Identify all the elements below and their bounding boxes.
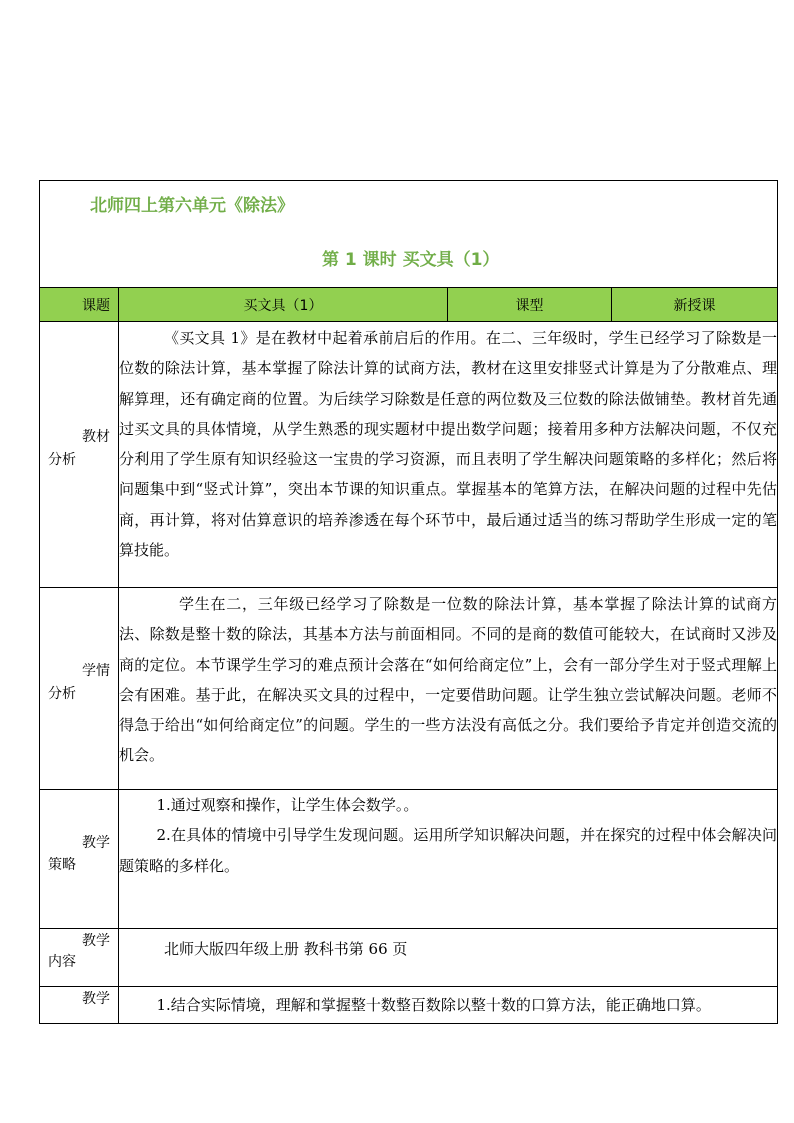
topic-row xyxy=(40,288,778,322)
title-row xyxy=(40,181,778,288)
label-line-2: 策略 xyxy=(48,857,76,873)
textbook-analysis-content xyxy=(119,322,778,588)
label-line-1: 教学 xyxy=(82,991,110,1007)
label-line-1: 教材 xyxy=(82,429,110,445)
label-line-1: 教学 xyxy=(82,933,110,949)
label-line-2: 分析 xyxy=(48,686,76,702)
textbook-analysis-text: 《买文具 1》是在教材中起着承前启后的作用。在二、三年级时，学生已经学习了除数是一位数的除法计算，基本掌握了除法计算的试商方法，教材在这里安排竖式计算是为了分散难点、理解算理，还有确定商的位置。为后续学习除数是任意的两位数及三位数的除法做铺垫。教材首先通过买文具的具体情境，从学生熟悉的现实题材中提出数学问题；接着用多种方法解决问题，不仅充分利用了学生原有知识经验这一宝贵的学习资源，而且表明了学生解决问题策略的多样化；然后将问题集中到“竖式计算”，突出本节课的知识重点。掌握基本的笔算方法，在解决问题的过程中先估商，再计算，将对估算意识的培养渗透在每个环节中，最后通过适当的练习帮助学生形成一定的笔算技能。 xyxy=(119,329,777,560)
topic-value: 买文具（1） xyxy=(119,288,448,322)
label-line-1: 教学 xyxy=(82,835,110,851)
teaching-strategy-row xyxy=(40,790,778,929)
textbook-analysis-row xyxy=(40,322,778,588)
teaching-content-content xyxy=(119,929,778,987)
lesson-title: 第 1 课时 买文具（1） xyxy=(322,250,500,270)
teaching-goal-row xyxy=(40,987,778,1024)
strategy-item-2: 2.在具体的情境中引导学生发现问题。运用所学知识解决问题，并在探究的过程中体会解决问题策略的多样化。 xyxy=(119,826,777,875)
teaching-content-row xyxy=(40,929,778,987)
label-line-1: 学情 xyxy=(82,663,110,679)
student-analysis-label xyxy=(40,588,119,790)
document-title: 北师四上第六单元《除法》 xyxy=(90,196,294,216)
teaching-strategy-label xyxy=(40,790,119,929)
type-label: 课型 xyxy=(448,288,612,322)
student-analysis-content xyxy=(119,588,778,790)
teaching-content-text: 北师大版四年级上册 教科书第 66 页 xyxy=(164,940,408,958)
type-value: 新授课 xyxy=(612,288,778,322)
title-cell xyxy=(40,181,778,288)
student-analysis-row xyxy=(40,588,778,790)
teaching-content-label xyxy=(40,929,119,987)
teaching-goal-content xyxy=(119,987,778,1024)
lesson-plan-table xyxy=(39,180,778,1024)
strategy-item-1: 1.通过观察和操作，让学生体会数学。。 xyxy=(156,796,419,814)
textbook-analysis-label xyxy=(40,322,119,588)
teaching-strategy-content xyxy=(119,790,778,929)
label-line-2: 内容 xyxy=(48,954,76,970)
label-line-2: 分析 xyxy=(48,452,76,468)
teaching-goal-label xyxy=(40,987,119,1024)
teaching-goal-text: 1.结合实际情境，理解和掌握整十数整百数除以整十数的口算方法，能正确地口算。 xyxy=(156,996,711,1014)
topic-label: 课题 xyxy=(40,288,119,322)
student-analysis-text: 学生在二，三年级已经学习了除数是一位数的除法计算，基本掌握了除法计算的试商方法、除数是整十数的除法，其基本方法与前面相同。不同的是商的数值可能较大，在试商时又涉及商的定位。本节课学生学习的难点预计会落在“如何给商定位”上，会有一部分学生对于竖式理解上会有困难。基于此，在解决买文具的过程中，一定要借助问题。让学生独立尝试解决问题。老师不得急于给出“如何给商定位”的问题。学生的一些方法没有高低之分。我们要给予肯定并创造交流的机会。 xyxy=(119,595,777,765)
